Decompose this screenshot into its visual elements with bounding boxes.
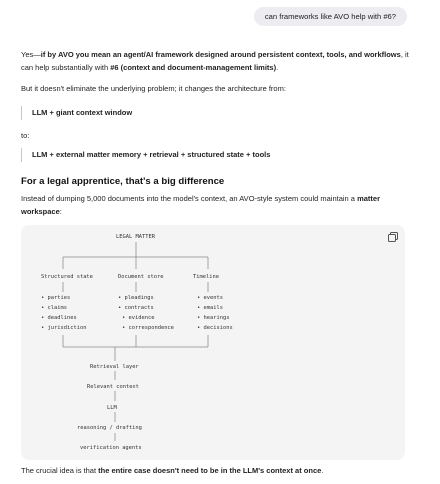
col3-item: • events (197, 295, 223, 301)
col3-title: Timeline (193, 274, 219, 280)
quote-giant-context: LLM + giant context window (21, 106, 132, 120)
col2-item: • evidence (122, 315, 155, 321)
flow-verification: verification agents (80, 445, 142, 451)
to-label (21, 130, 410, 143)
architecture-text: But it doesn't eliminate the underlying problem; it changes the architecture from: (21, 84, 286, 93)
answer-intro-paragraph (21, 49, 410, 74)
flow-relevant-context: Relevant context (87, 384, 139, 390)
code-block (21, 225, 405, 460)
col1-item: • jurisdiction (41, 325, 87, 331)
user-message-bubble: can frameworks like AVO help with #6? (254, 7, 407, 26)
intro-text-3: . (276, 62, 279, 72)
architecture-paragraph (21, 83, 410, 96)
flow-retrieval-layer: Retrieval layer (90, 364, 139, 370)
intro-bold-2: #6 (context and document-management limits) (110, 62, 277, 72)
intro-text-1: Yes— (21, 50, 41, 59)
col2-item: • contracts (118, 305, 154, 311)
closing-text-1: The crucial idea is that (21, 466, 99, 475)
intro-text-2: , it can help substantially with (21, 50, 409, 72)
col3-item: • decisions (197, 325, 233, 331)
closing-paragraph (21, 465, 410, 478)
flow-reasoning: reasoning / drafting (77, 425, 142, 431)
diagram-root: LEGAL MATTER (116, 234, 155, 240)
col2-item: • correspondence (122, 325, 174, 331)
quote-external-memory: LLM + external matter memory + retrieval + structured state + tools (21, 148, 270, 162)
col2-item: • pleadings (118, 295, 154, 301)
intro-bold-1: if by AVO you mean an agent/AI framework designed around persistent context, tools, and workflows (40, 50, 401, 59)
col3-item: • emails (197, 305, 223, 311)
flow-llm: LLM (107, 405, 117, 411)
workspace-text-2: : (59, 206, 62, 216)
closing-text-2: . (321, 466, 324, 475)
section-heading: For a legal apprentice, that's a big difference (21, 176, 225, 187)
col1-item: • claims (41, 305, 67, 311)
col3-item: • hearings (197, 315, 230, 321)
workspace-bold: matter workspace (21, 194, 380, 216)
to-text: to: (21, 131, 30, 140)
col2-title: Document store (118, 274, 164, 280)
col1-item: • deadlines (41, 315, 77, 321)
col1-item: • parties (41, 295, 71, 301)
closing-bold: the entire case doesn't need to be in the LLM's context at once (98, 466, 322, 475)
workspace-paragraph (21, 193, 410, 218)
col1-title: Structured state (41, 274, 93, 280)
workspace-text-1: Instead of dumping 5,000 documents into the model's context, an AVO-style system could maintain a (21, 194, 358, 203)
